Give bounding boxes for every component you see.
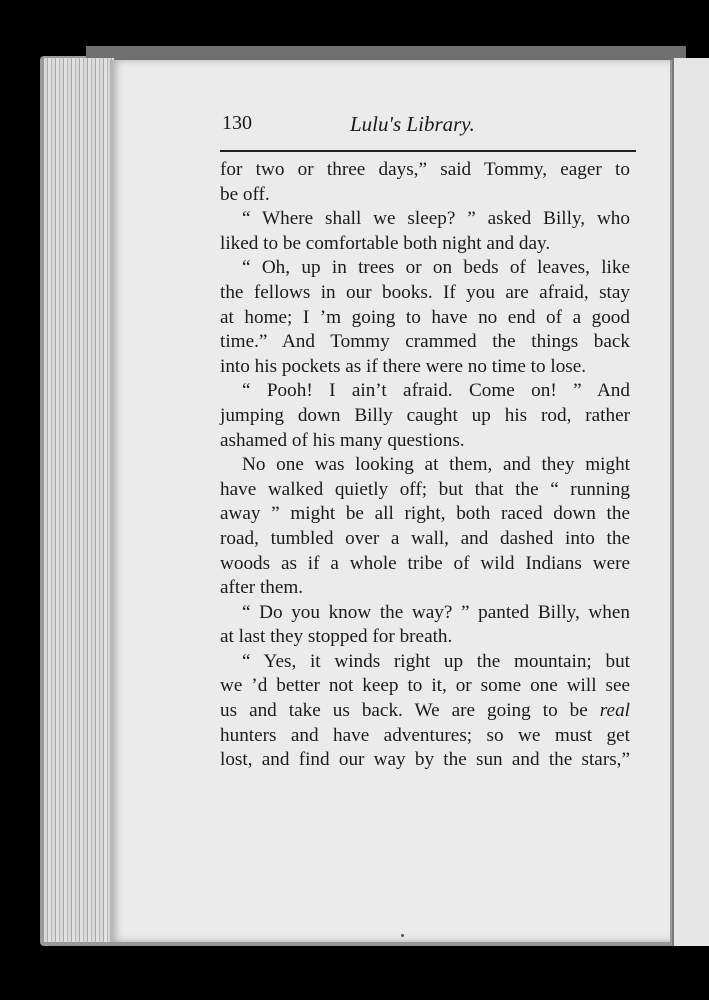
text-line-content: time.” And Tommy crammed the things back: [220, 331, 630, 353]
text-line-content: us and take us back. We are going to be: [220, 700, 600, 722]
page-speck: [401, 934, 404, 937]
running-head: Lulu's Library.: [350, 112, 475, 136]
text-line: [220, 404, 630, 429]
text-line: [220, 625, 630, 650]
text-line-content: woods as if a whole tribe of wild Indians were: [220, 552, 630, 574]
text-line: [220, 699, 630, 724]
book-top-edge: [86, 46, 686, 60]
text-line: [220, 453, 630, 478]
text-line: [220, 724, 630, 749]
text-line-content: ashamed of his many questions.: [220, 429, 465, 451]
text-line-content: “ Do you know the way? ” panted Billy, when: [242, 601, 630, 623]
text-line: [220, 478, 630, 503]
text-line-content: at home; I ’m going to have no end of a good: [220, 306, 630, 328]
page-header: [222, 112, 630, 142]
text-line: [220, 183, 630, 208]
text-line-content: No one was looking at them, and they might: [242, 454, 630, 476]
text-line-content: “ Yes, it winds right up the mountain; but: [242, 650, 630, 672]
text-line: [220, 281, 630, 306]
text-line-content: have walked quietly off; but that the “ running: [220, 478, 630, 500]
text-line-content: we ’d better not keep to it, or some one will see: [220, 675, 630, 697]
text-line: [220, 429, 630, 454]
facing-page-edge: [672, 58, 709, 946]
body-text: [220, 158, 630, 773]
text-line-content: liked to be comfortable both night and day.: [220, 232, 551, 254]
text-line: [220, 232, 630, 257]
text-line: [220, 674, 630, 699]
text-line: [220, 330, 630, 355]
text-line-content: hunters and have adventures; so we must get: [220, 724, 630, 746]
text-line-content: into his pockets as if there were no time to lose.: [220, 355, 587, 377]
text-line: [220, 650, 630, 675]
text-line-content: “ Oh, up in trees or on beds of leaves, like: [242, 257, 630, 279]
text-line-content: lost, and find our way by the sun and the stars,”: [220, 749, 630, 771]
text-line-content: road, tumbled over a wall, and dashed into the: [220, 527, 630, 549]
text-line: [220, 601, 630, 626]
header-rule: [220, 150, 636, 152]
text-line-content: “ Where shall we sleep? ” asked Billy, who: [242, 208, 630, 230]
text-line-content: be off.: [220, 183, 270, 205]
text-line: [220, 256, 630, 281]
text-line: [220, 552, 630, 577]
text-line-content: jumping down Billy caught up his rod, rather: [220, 404, 630, 426]
text-line-content: at last they stopped for breath.: [220, 626, 453, 648]
text-line-content: after them.: [220, 577, 304, 599]
text-line: [220, 748, 630, 773]
text-line: [220, 306, 630, 331]
text-line: [220, 355, 630, 380]
text-line-content: “ Pooh! I ain’t afraid. Come on! ” And: [242, 380, 630, 402]
italic-word: real: [599, 700, 630, 722]
text-line: [220, 527, 630, 552]
page-stack-edges: [44, 58, 114, 942]
page-number: 130: [222, 112, 252, 134]
text-line-content: away ” might be all right, both raced down the: [220, 503, 630, 525]
text-line: [220, 379, 630, 404]
text-line: [220, 158, 630, 183]
text-line-content: the fellows in our books. If you are afraid, stay: [220, 281, 630, 303]
text-line: [220, 576, 630, 601]
text-line: [220, 502, 630, 527]
text-line: [220, 207, 630, 232]
text-line-content: for two or three days,” said Tommy, eager to: [220, 159, 630, 180]
